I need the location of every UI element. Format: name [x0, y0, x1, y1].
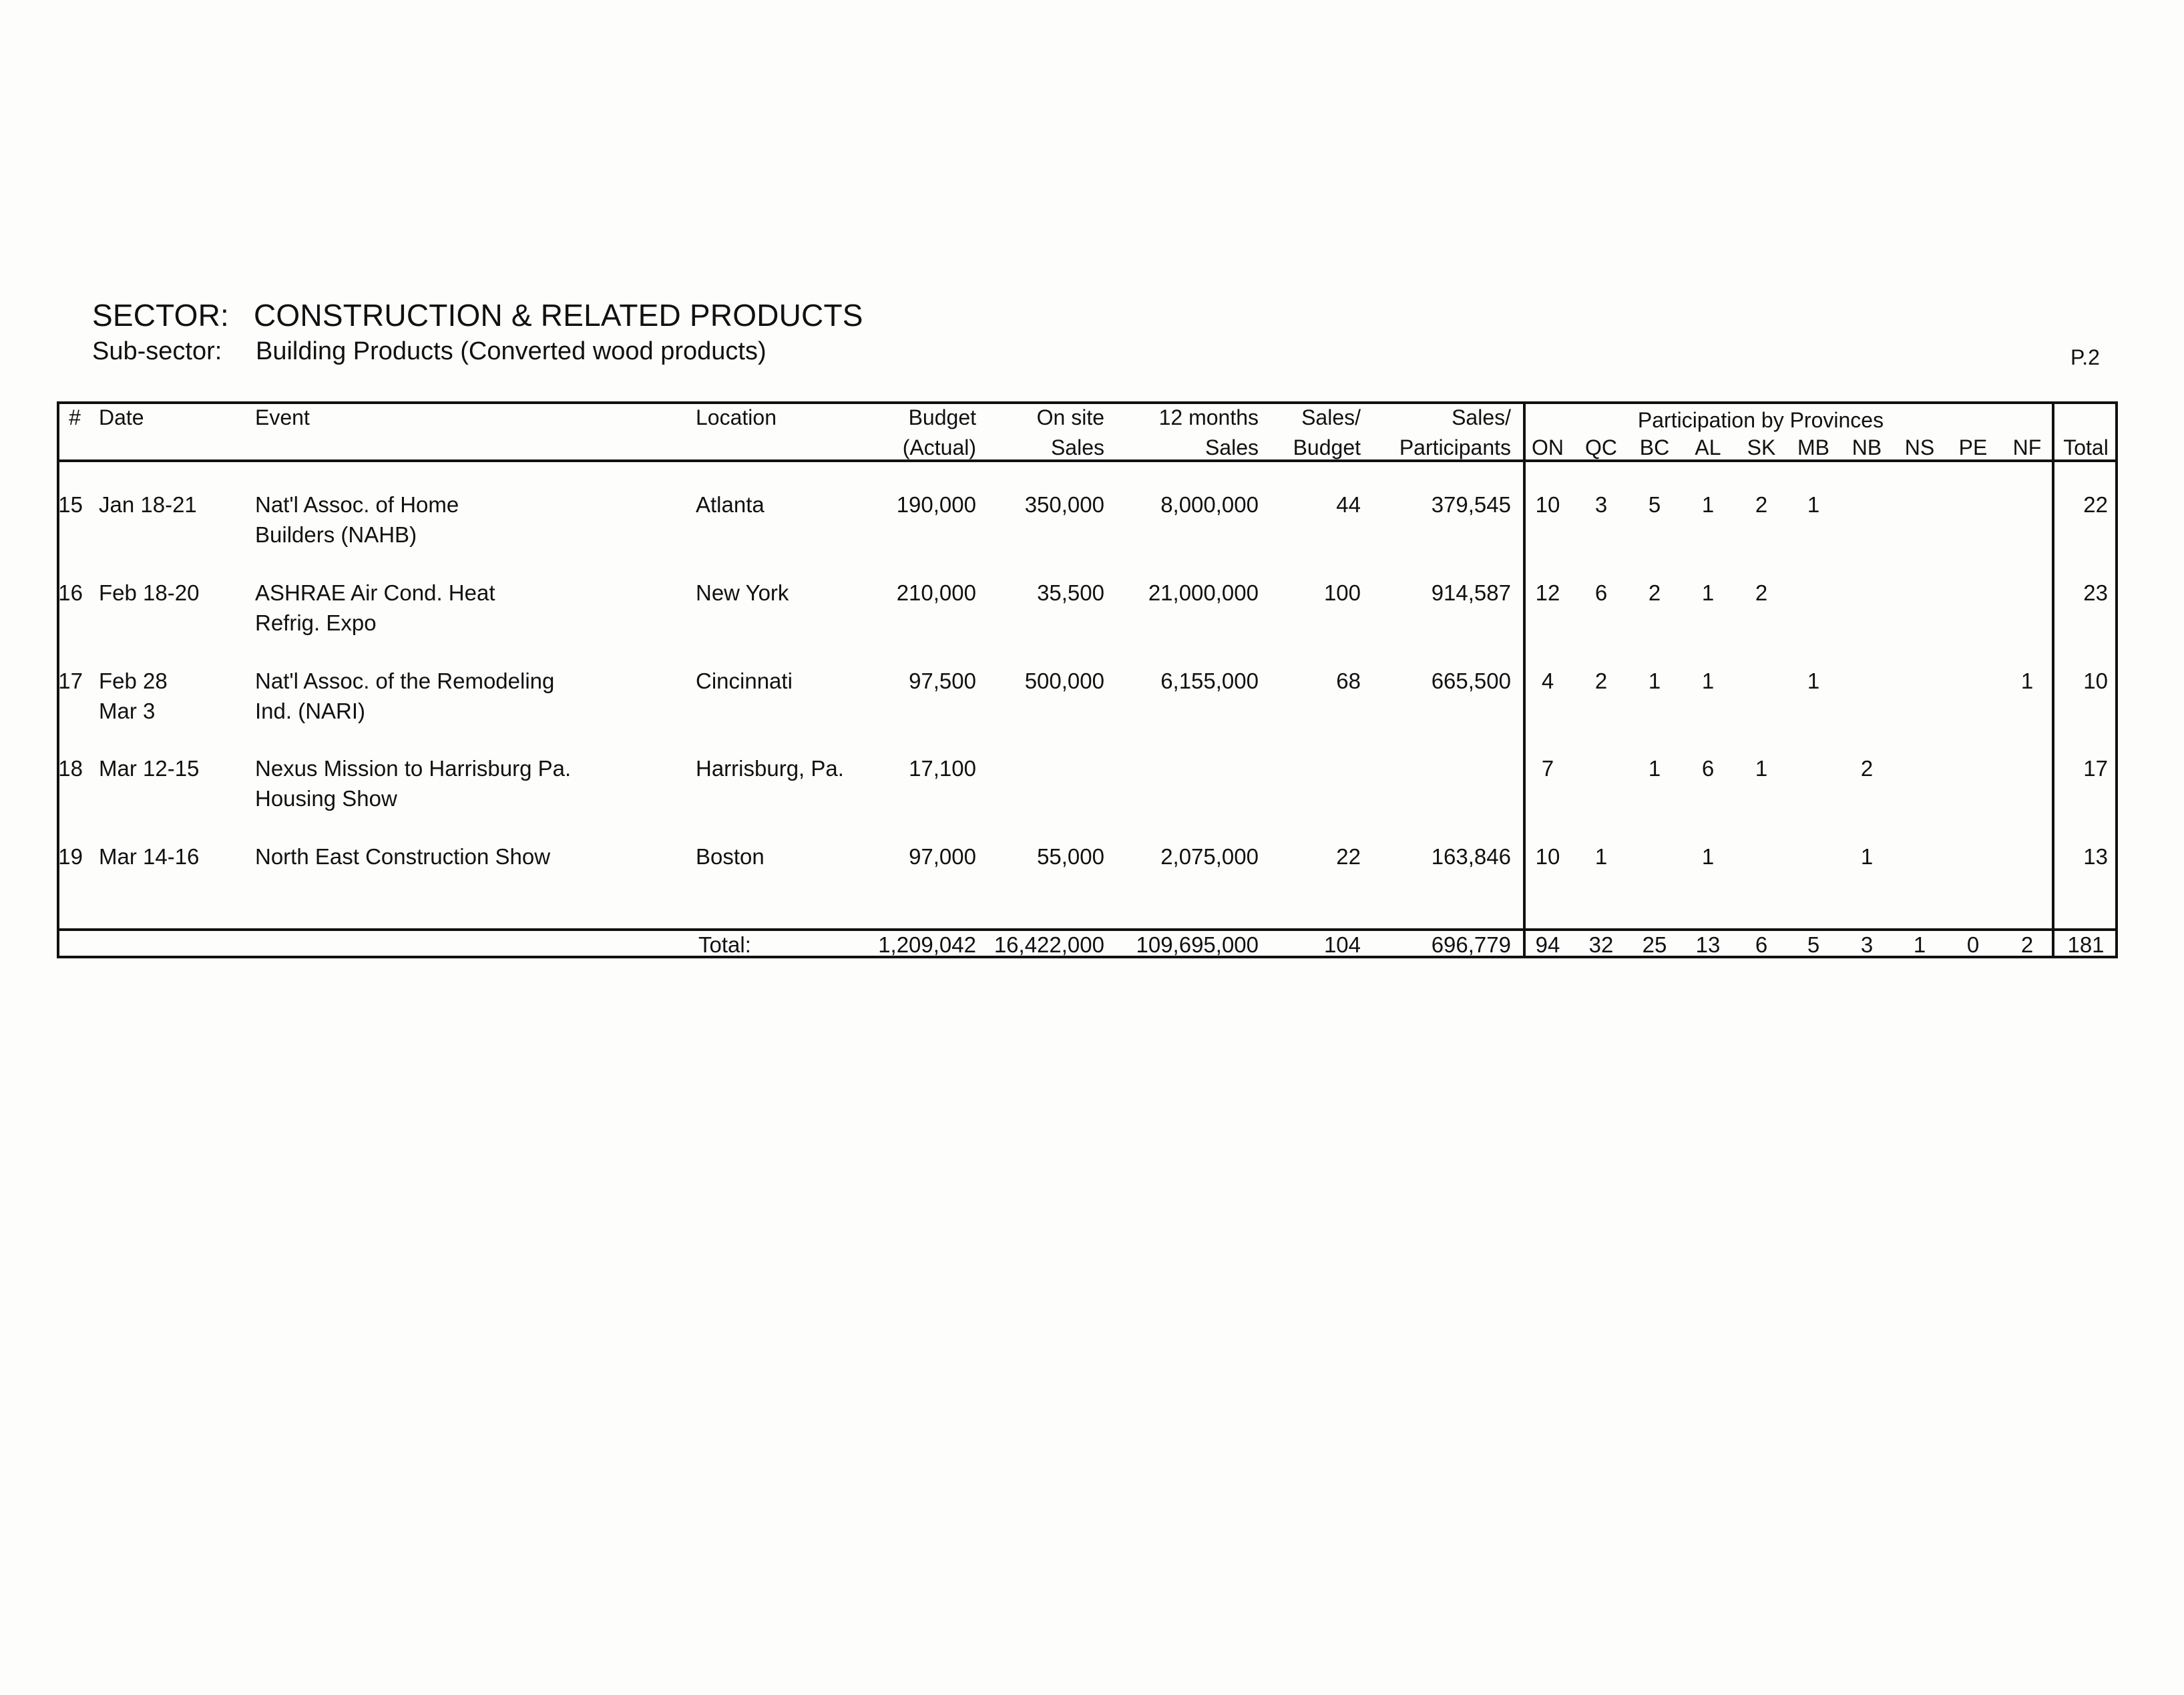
header-num: # — [69, 405, 81, 429]
row-number: 17 — [58, 669, 83, 693]
row-province-on: 12 — [1535, 580, 1560, 605]
row-number: 15 — [58, 492, 83, 517]
row-province-sk: 1 — [1755, 756, 1768, 781]
row-twelve-month-sales: 21,000,000 — [1148, 580, 1259, 605]
row-sales-budget: 100 — [1323, 580, 1361, 605]
row-province-qc: 2 — [1594, 669, 1608, 693]
header-date: Date — [99, 405, 144, 429]
row-onsite-sales: 350,000 — [1024, 492, 1104, 517]
totals-grand-total: 181 — [2067, 932, 2105, 957]
header-province-bc: BC — [1639, 435, 1670, 459]
totals-province-ns: 1 — [1913, 932, 1926, 957]
row-event: Nat'l Assoc. of the Remodeling — [255, 669, 555, 693]
row-province-al: 1 — [1701, 669, 1715, 693]
header-event: Event — [255, 405, 310, 429]
row-province-bc: 5 — [1648, 492, 1661, 517]
row-province-sk: 2 — [1755, 492, 1768, 517]
subsector-value: Building Products (Converted wood products) — [256, 337, 767, 365]
row-event: Ind. (NARI) — [255, 699, 366, 723]
totals-province-bc: 25 — [1642, 932, 1667, 957]
row-province-nb: 2 — [1860, 756, 1874, 781]
row-province-qc: 6 — [1594, 580, 1608, 605]
row-sales-budget: 68 — [1336, 669, 1361, 693]
header-provinces-title: Participation by Provinces — [1637, 408, 1884, 432]
row-province-bc: 1 — [1648, 756, 1661, 781]
row-province-al: 1 — [1701, 844, 1715, 869]
header-budget-line1: Budget — [908, 405, 976, 429]
header-budget-line2: (Actual) — [902, 435, 976, 459]
header-twelve-month-sales-line2: Sales — [1205, 435, 1259, 459]
totals-sales-budget: 104 — [1323, 932, 1361, 957]
row-province-qc: 1 — [1594, 844, 1608, 869]
page-number: P.2 — [2070, 345, 2100, 369]
row-total: 13 — [2083, 844, 2108, 869]
row-twelve-month-sales: 2,075,000 — [1160, 844, 1259, 869]
header-location: Location — [696, 405, 777, 429]
row-total: 10 — [2083, 669, 2108, 693]
header-province-pe: PE — [1958, 435, 1988, 459]
row-sales-participants: 163,846 — [1431, 844, 1511, 869]
row-location: Harrisburg, Pa. — [696, 756, 844, 781]
row-event: Nexus Mission to Harrisburg Pa. — [255, 756, 572, 781]
row-sales-budget: 22 — [1336, 844, 1361, 869]
totals-budget: 1,209,042 — [878, 932, 976, 957]
row-province-qc: 3 — [1594, 492, 1608, 517]
row-date: Jan 18-21 — [99, 492, 197, 517]
header-province-nb: NB — [1851, 435, 1882, 459]
header-province-qc: QC — [1585, 435, 1617, 459]
sector-value: CONSTRUCTION & RELATED PRODUCTS — [254, 298, 863, 333]
row-total: 23 — [2083, 580, 2108, 605]
header-sales-budget-line2: Budget — [1293, 435, 1361, 459]
row-budget: 210,000 — [896, 580, 976, 605]
row-sales-participants: 379,545 — [1431, 492, 1511, 517]
row-province-on: 10 — [1535, 844, 1560, 869]
totals-province-pe: 0 — [1966, 932, 1980, 957]
row-province-on: 4 — [1541, 669, 1554, 693]
totals-sales-participants: 696,779 — [1431, 932, 1511, 957]
subsector-label: Sub-sector: — [92, 337, 222, 365]
row-province-sk: 2 — [1755, 580, 1768, 605]
row-province-bc: 1 — [1648, 669, 1661, 693]
header-province-mb: MB — [1797, 435, 1829, 459]
row-budget: 97,000 — [909, 844, 976, 869]
row-province-bc: 2 — [1648, 580, 1661, 605]
row-province-al: 1 — [1701, 580, 1715, 605]
sector-heading — [92, 297, 863, 333]
totals-province-mb: 5 — [1807, 932, 1820, 957]
row-province-on: 10 — [1535, 492, 1560, 517]
header-province-al: AL — [1695, 435, 1721, 459]
header-onsite-sales-line2: Sales — [1050, 435, 1104, 459]
header-sales-participants-line1: Sales/ — [1452, 405, 1511, 429]
row-province-mb: 1 — [1807, 669, 1820, 693]
row-number: 18 — [58, 756, 83, 781]
header-province-ns: NS — [1904, 435, 1935, 459]
row-sales-budget: 44 — [1336, 492, 1361, 517]
row-date: Feb 28 — [99, 669, 168, 693]
row-province-al: 1 — [1701, 492, 1715, 517]
row-total: 22 — [2083, 492, 2108, 517]
row-onsite-sales: 500,000 — [1024, 669, 1104, 693]
header-sales-budget-line1: Sales/ — [1301, 405, 1361, 429]
row-province-mb: 1 — [1807, 492, 1820, 517]
row-event: Refrig. Expo — [255, 610, 377, 635]
row-date: Mar 14-16 — [99, 844, 200, 869]
row-number: 16 — [58, 580, 83, 605]
header-onsite-sales-line1: On site — [1036, 405, 1104, 429]
totals-province-nb: 3 — [1860, 932, 1874, 957]
header-twelve-month-sales-line1: 12 months — [1158, 405, 1259, 429]
row-number: 19 — [58, 844, 83, 869]
row-twelve-month-sales: 6,155,000 — [1160, 669, 1259, 693]
totals-onsite-sales: 16,422,000 — [994, 932, 1104, 957]
totals-twelve-month-sales: 109,695,000 — [1136, 932, 1259, 957]
header-province-sk: SK — [1747, 435, 1776, 459]
row-province-on: 7 — [1541, 756, 1554, 781]
row-date: Mar 12-15 — [99, 756, 200, 781]
row-province-nb: 1 — [1860, 844, 1874, 869]
totals-province-sk: 6 — [1755, 932, 1768, 957]
row-twelve-month-sales: 8,000,000 — [1160, 492, 1259, 517]
row-province-al: 6 — [1701, 756, 1715, 781]
row-budget: 190,000 — [896, 492, 976, 517]
sector-label: SECTOR: — [92, 298, 230, 333]
row-event: Nat'l Assoc. of Home — [255, 492, 459, 517]
header-province-nf: NF — [2012, 435, 2042, 459]
row-event: Builders (NAHB) — [255, 522, 417, 547]
row-date: Mar 3 — [99, 699, 156, 723]
totals-province-qc: 32 — [1588, 932, 1614, 957]
row-onsite-sales: 55,000 — [1037, 844, 1104, 869]
header-province-on: ON — [1532, 435, 1564, 459]
totals-province-on: 94 — [1535, 932, 1560, 957]
row-location: Boston — [696, 844, 765, 869]
row-event: North East Construction Show — [255, 844, 551, 869]
row-onsite-sales: 35,500 — [1037, 580, 1104, 605]
row-total: 17 — [2083, 756, 2108, 781]
header-total: Total — [2063, 435, 2109, 459]
totals-province-al: 13 — [1695, 932, 1721, 957]
totals-province-nf: 2 — [2020, 932, 2034, 957]
row-location: Atlanta — [696, 492, 765, 517]
row-budget: 97,500 — [909, 669, 976, 693]
header-sales-participants-line2: Participants — [1399, 435, 1511, 459]
row-sales-participants: 665,500 — [1431, 669, 1511, 693]
row-event: Housing Show — [255, 786, 397, 811]
subsector-heading — [92, 337, 767, 366]
row-budget: 17,100 — [909, 756, 976, 781]
row-sales-participants: 914,587 — [1431, 580, 1511, 605]
row-event: ASHRAE Air Cond. Heat — [255, 580, 495, 605]
row-location: Cincinnati — [696, 669, 793, 693]
row-location: New York — [696, 580, 789, 605]
row-date: Feb 18-20 — [99, 580, 200, 605]
totals-label: Total: — [698, 932, 751, 957]
row-province-nf: 1 — [2020, 669, 2034, 693]
